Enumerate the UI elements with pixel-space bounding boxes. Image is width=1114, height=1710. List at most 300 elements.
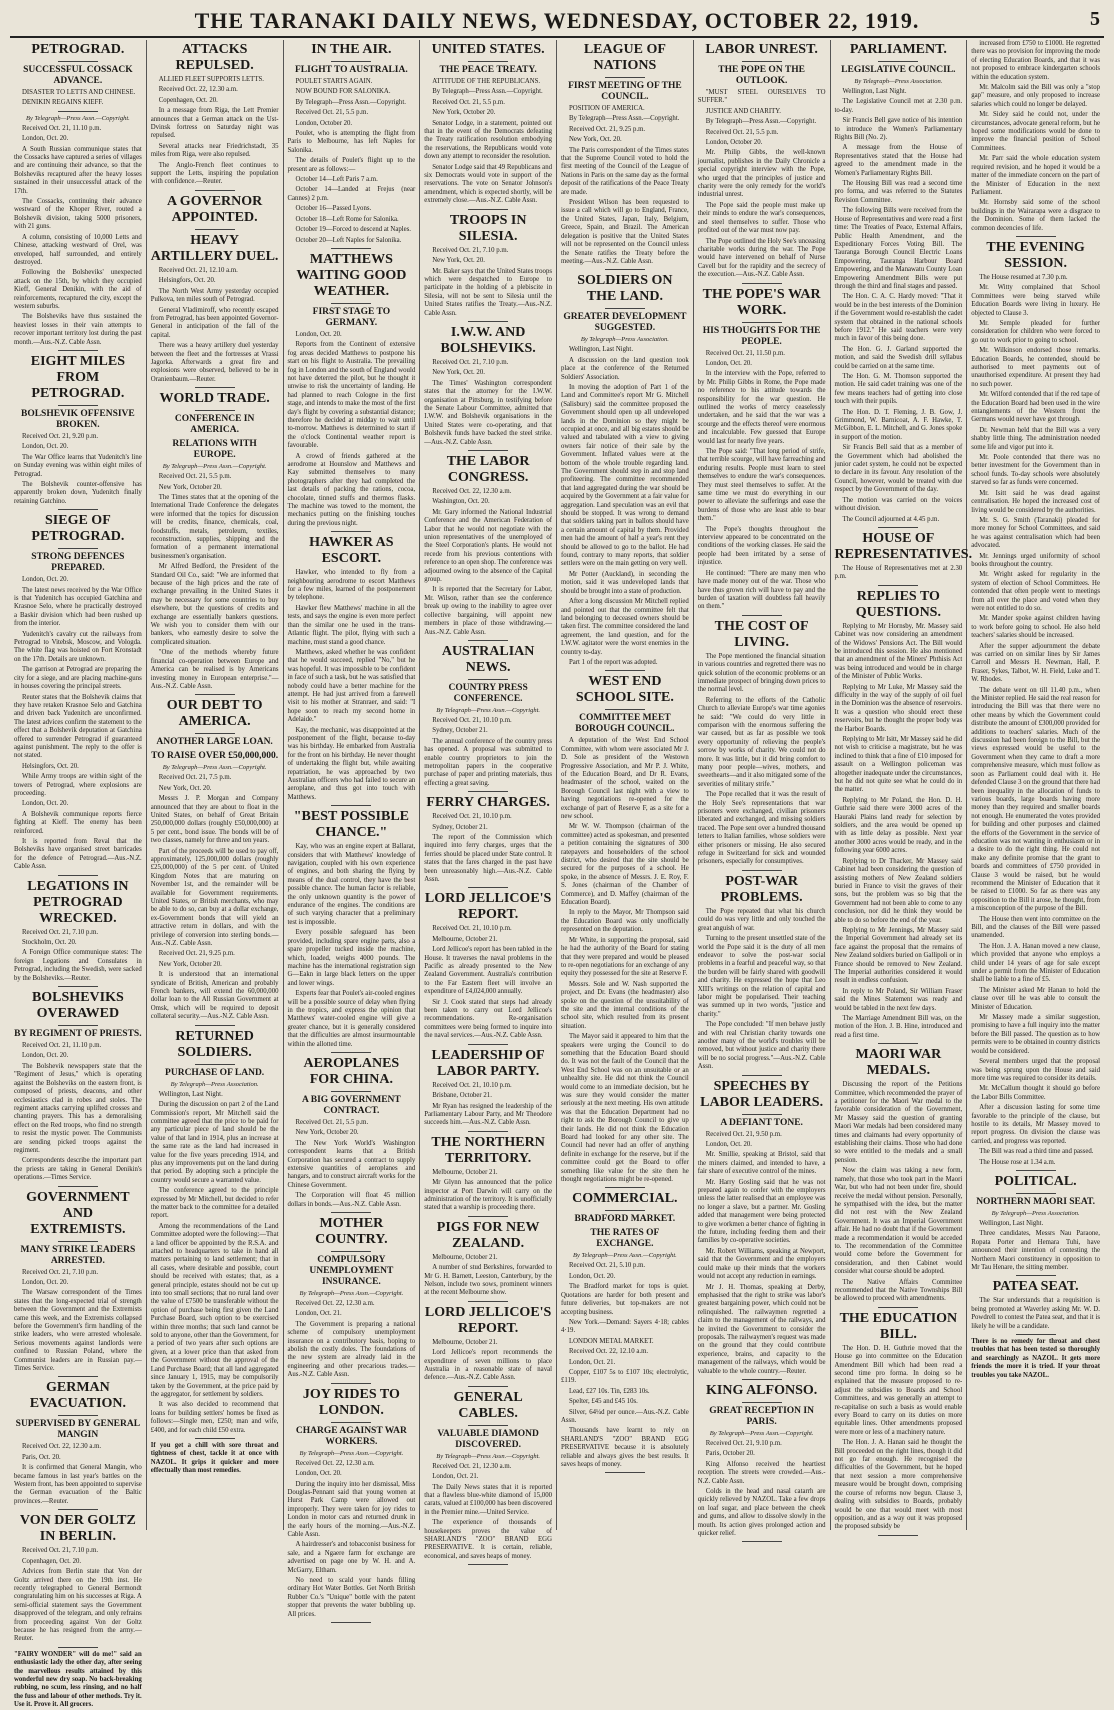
- article-headline: GERMAN EVACUATION.: [29, 1380, 127, 1412]
- article-paragraph: While Army troops are within sight of the towers of Petrograd, where explosions are proceeding.: [14, 773, 142, 797]
- article-paragraph: It is understood that an international syndicate of British, American and probably French bankers, will extend the 60,000,000 dollar loan to the All Russian Government at Omsk, which will be required to deposit collateral security.—Aus.-N.Z. Cable Assn.: [150, 971, 279, 1021]
- article-paragraph: Now the claim was taking a new form, namely, that those who took part in the Maori War, but who had not been under fire, should receive the medal without pension. Personally, he sympathised with the idea, but the matter did not rest with the New Zealand Government. It was an Imperial Government affair. He had no doubt that if the Government made a recommendation it would be acceded to. The recommendation of the Committee would come before the Government for consideration, and then Cabinet would consider what course should be adopted.: [834, 1167, 963, 1276]
- article-paragraph: Every possible safeguard has been provided, including spare engine parts, also a spare propeller tucked inside the machine, which, loaded, weighs 4000 pounds. The machine has the international registration sign G—Eakn in large black letters on the upper and lower wings.: [287, 929, 416, 987]
- article-paragraph: Received Oct. 21, 7.10 p.m.: [22, 1547, 99, 1555]
- article-paragraph: The War Office learns that Yudenitch's line on Sunday evening was within eight miles of Petrograd.: [14, 453, 142, 478]
- article-paragraph: The Anglo-French fleet continues to support the Letts, inspiring the population with confidence.—Reuter.: [150, 161, 279, 186]
- article-paragraph: Replying to Mr Jennings, Mr Massey said the Imperial Government had already set its face against the proposal that the remains of New Zealand soldiers buried on Gallipoli or in France should be removed to New Zealand. The Imperial authorities considered it would result in endless confusion.: [834, 926, 963, 985]
- article-headline: MATTHEWS WAITING GOOD WEATHER.: [296, 251, 407, 299]
- article: [288, 535, 416, 806]
- article-headline: WEST END SCHOOL SITE.: [575, 674, 674, 706]
- article-paragraph: Received Oct. 21, 5.5 p.m.: [295, 109, 369, 117]
- article-paragraph: London, Oct. 20.: [22, 800, 69, 808]
- article-separator: [468, 791, 508, 792]
- article-paragraph: During the inquiry into her dismissal, Miss Douglas-Pennant said that young women at Hurst Park Camp were allowed out improperly. They were taken for joy rides to London in motor cars and returned drunk in the early hours of the morning.—Aus.-N.Z. Cable Assn.: [287, 1480, 416, 1538]
- article-paragraph: Received Oct. 21, 10.10 p.m.: [432, 925, 512, 933]
- article-paragraph: Received Oct. 21, 7.5 p.m.: [158, 774, 232, 782]
- headline-rule: [331, 61, 371, 62]
- article-paragraph: The House resumed at 7.30 p.m.: [979, 273, 1068, 281]
- article-paragraph: The Pope said the people must make up their minds to endure the war's consequences, and steel themselves to suffer. Those who profited out of the war must now pay.: [697, 201, 826, 235]
- headline-rule: [58, 548, 98, 549]
- article-paragraph: DISASTER TO LETTS AND CHINESE.: [22, 89, 136, 96]
- article-paragraph: Melbourne, October 21.: [432, 1338, 498, 1346]
- article: [561, 42, 689, 270]
- article-paragraph: Received Oct. 22, 12.30 a.m.: [158, 86, 238, 94]
- article-dateline: By Telegraph—Press Assn.—Copyright.: [299, 1449, 404, 1457]
- article-headline: ATTACKS REPULSED.: [175, 42, 254, 73]
- article-dateline: By Telegraph—Press Assn.—Copyright.: [25, 114, 130, 122]
- article-paragraph: Stockholm, Oct. 20.: [22, 939, 77, 947]
- article-headline: LORD JELLICOE'S REPORT.: [424, 891, 552, 923]
- article-paragraph: October 14—Landed at Frejus (near Cannes) 2 p.m.: [287, 186, 416, 202]
- article-subheading: BRADFORD MARKET.: [574, 1214, 676, 1225]
- article-headline: LORD JELLICOE'S REPORT.: [424, 1304, 552, 1336]
- article-paragraph: The Bradford market for tops is quiet. Quotations are harder for both present and future deliveries, but top-makers are not accepting business.: [561, 1283, 689, 1316]
- article-paragraph: By Telegraph—Press Assn.—Copyright.: [705, 118, 817, 126]
- article-paragraph: The Native Affairs Committee recommended that the Native Townships Bill be allowed to proceed with amendments.: [834, 1278, 963, 1303]
- article: [288, 252, 416, 532]
- article-headline: AEROPLANES FOR CHINA.: [303, 1055, 400, 1087]
- article-subheading: COUNTRY PRESS CONFERENCE.: [448, 682, 528, 704]
- article-paragraph: In moving the adoption of Part 1 of the Land and Committee's report Mr G. Mitchell (Salisbury) said the committee proposed the Government should open up all undeveloped lands in the Dominion so they might be occupied at once, and all big estates should be valued and tabulated with a view to giving owners fair notice of their sale by the Government. Inflated values were at the bottom of the whole trouble regarding land. The Government should step in and stop land profiteering. The committee recommended that land aggregated during the war should be acquired by the Government at a fair value for aggregation. Land speculation was an evil that should be stopped. It was wrong to demand that soldiers taking part in ballots should have a certain amount of capital by them. Provided men had the amount of half a year's rent they should be allowed to go to the ballot. He had found, contrary to many reports, that soldier settlers were on the main getting on very well.: [561, 383, 689, 568]
- article-separator: [468, 887, 508, 888]
- advertisement: If you get a chill with sore throat and tightness of chest, tackle it at once with NAZOL. It grips it quicker and more effectually than most remedies.: [150, 1441, 279, 1475]
- article-subheading: MANY STRIKE LEADERS ARRESTED.: [20, 1244, 136, 1266]
- article: [14, 115, 142, 351]
- article-paragraph: Reuter states that the Bolshevik claims that they have retaken Krasnoe Selo and Gatchina and driven back Yudenitch are unconfirmed. The latest advices confirm the statement to the effect that a Bolshevik deputation at Gatchina offered to surrender Petrograd if guaranteed against punishment. The reply to the offer is not stated.: [14, 693, 142, 760]
- article-paragraph: Received Oct. 21, 9.50 p.m.: [705, 1130, 782, 1138]
- article: [288, 1216, 416, 1384]
- article-paragraph: October 16—Passed Lyons.: [295, 205, 372, 213]
- article-paragraph: London, Oct. 20.: [295, 1470, 342, 1478]
- headline-rule: [605, 709, 645, 710]
- article-paragraph: Colds in the head and nasal catarrh are quickly relieved by NAZOL. Take a few drops on loaf sugar, and place between the cheek and gums, and allow to dissolve slowly in the mouth. Its action gives prolonged action and quicker relief.: [697, 1488, 826, 1538]
- article: [835, 1311, 963, 1536]
- article-paragraph: Mr. McCallum thought it should go before the Labor Bills Committee.: [971, 1085, 1100, 1101]
- article-paragraph: The Hon. D. H. Guthrie moved that the House go into committee on the Education Amendment Bill which had been read a second time pro forma. In doing so he explained that the measure proposed to re-adjust the subsidies to Boards and School Committees, and was generally an attempt to re-capitalise on such a basis as would enable every Board to carry on its duties on more equitable lines. Other amendments proposed were more or less of a machinery nature.: [834, 1344, 963, 1436]
- article-paragraph: Paris, October 20.: [705, 1450, 755, 1458]
- article-paragraph: Received Oct. 21, 9.20 p.m.: [22, 432, 99, 440]
- article: [424, 1390, 552, 1565]
- article-separator: [878, 1307, 918, 1308]
- article: [14, 879, 142, 987]
- article: [14, 990, 142, 1187]
- article-paragraph: The Bill was read a third time and passed.: [979, 1148, 1094, 1156]
- article-separator: [331, 1383, 371, 1384]
- headline-rule: [195, 1064, 235, 1065]
- article-paragraph: A deputation of the West End School Committee, with whom were associated Mr J. D. Sole as president of the Westown Progressive Association, and Mr P. J. White, of the Education Board, and Dr R. Evans, headmaster of the school, waited on the Borough Council last night with a view to having negotiations re-opened for the exchange of part of Reserve F, as a site for a new school.: [561, 737, 689, 820]
- article-paragraph: The North West Army yesterday occupied Pulkova, ten miles south of Petrograd.: [150, 287, 279, 304]
- article-separator: [468, 1564, 508, 1565]
- article-headline: UNITED STATES.: [431, 42, 545, 57]
- article-paragraph: Several members urged that the proposal was being sprung upon the House and said more time was required to consider its details.: [971, 1058, 1100, 1082]
- article-subheading: THE RATES OF EXCHANGE.: [590, 1228, 660, 1250]
- article-paragraph: The Mayor said it appeared to him that the speakers were urging the Council to do something that the Education Board should do. It was not the fault of the Council that the West End School was on an unsuitable or an unhealthy site. He did not think the Council would come to an immediate decision, but he was sure they would consider the matter seriously at the next meeting. His own attitude was that the Education Department had no right to ask the Borough Council to give up their lands. He did not think the Education Board had looked for any other site. The Council had never had an offer of anything definite in exchange for the reserve, but if the committee could get the Board to offer something like value for the site then he thought negotiations might be re-opened.: [561, 1033, 689, 1184]
- article: [971, 1279, 1100, 1335]
- article: [698, 287, 826, 616]
- article: [151, 698, 279, 1025]
- article-paragraph: The Cossacks, continuing their advance westward of the Khoper River, routed a Bolshevik division, taking 5000 prisoners, with 21 guns.: [14, 198, 142, 231]
- article-paragraph: Received Oct. 21, 7.10 p.m.: [432, 358, 509, 366]
- article: [424, 644, 552, 792]
- column-3: [284, 40, 421, 1618]
- article: [698, 619, 826, 871]
- article-paragraph: The Pope outlined the Holy See's unceasing charitable works during the war. The Pope would have intervened on behalf of Nurse Cavell but for the rapidity and the secrecy of the execution.—Aus.-N.Z. Cable Assn.: [697, 237, 826, 279]
- article-headline: MOTHER COUNTRY.: [315, 1216, 388, 1248]
- article-separator: [58, 1186, 98, 1187]
- article-paragraph: Mr. Wilkinson endorsed those remarks. Education Boards, he contended, should be authorised to meet payments out of unauthorised expenditure. At present they had no such power.: [971, 347, 1100, 388]
- article-paragraph: Mr White, in supporting the proposal, said he had the authority of the Board for stating that they were prepared and would be pleased to re-open negotiations for an exchange of any equity they possessed for the site at Reserve F.: [561, 936, 689, 978]
- article: [151, 233, 279, 388]
- article-paragraph: Received Oct. 21, 9.10 p.m.: [705, 1439, 782, 1447]
- article-separator: [468, 209, 508, 210]
- article-subheading: STRONG DEFENCES PREPARED.: [31, 552, 125, 574]
- article-separator: [331, 531, 371, 532]
- advertisement: There is no remedy for throat and chest troubles that has been tested so thoroughly and searchingly as NAZOL. It gets more friends the more it is tried. If your throat troubles you take NAZOL.: [971, 1338, 1100, 1379]
- article-paragraph: President Wilson has been requested to issue a call which will go to England, France, the United States, Japan, Italy, Belgium, Greece, Spain, and Brazil. The American delegation is positive that the United States will not be represented on the Council unless the Senate ratifies the Treaty before the meeting.—Aus.-N.Z. Cable Assn.: [561, 199, 689, 265]
- article-paragraph: New York.—Demand: Sayers 4·18; cables 4·19.: [561, 1318, 689, 1335]
- article-headline: PETROGRAD.: [31, 42, 125, 57]
- column-7: [831, 40, 973, 1531]
- article-headline: THE EDUCATION BILL.: [839, 1310, 958, 1342]
- article-separator: [195, 1438, 235, 1439]
- article: [151, 391, 279, 695]
- article-paragraph: The Government is preparing a national scheme of compulsory unemployment insurance on a contributory basis, hoping to abolish the costly doles. The foundations of the new system are already laid in the engineering and other precarious trades.—Aus.-N.Z. Cable Assn.: [287, 1320, 416, 1379]
- column-6: [694, 40, 831, 1538]
- article-paragraph: He continued: "There are many men who have made money out of the war. Those who have thus grown rich will have to pay and the burden of taxation will doubtless fall heavily on them.": [697, 569, 826, 611]
- article-paragraph: The Times states that at the opening of the International Trade Conference the delegates were informed that the topics for discussion will be credits, finance, chemicals, coal, foodstuffs, metals, petroleum, textiles, reconstruction, supplies, shipping and the formation of a permanent international businessmen's organisation.: [150, 493, 279, 560]
- article-headline: HEAVY ARTILLERY DUEL.: [150, 232, 279, 264]
- article-separator: [58, 986, 98, 987]
- article-paragraph: The Pope recalled that it was the result of the Holy See's representations that war prisoners were exchanged, civilian prisoners liberated and exchanged, and missing soldiers traced. The Pope sent over a hundred thousand letters to Italian families, whose soldiers were either prisoners or missing. He also secured refuge in Switzerland for sick and wounded prisoners, especially for consumptives.: [697, 791, 826, 866]
- article-separator: [1016, 1334, 1056, 1335]
- article-subheading: A BIG GOVERNMENT CONTRACT.: [302, 1094, 401, 1116]
- article-paragraph: Experts fear that Poulet's air-cooled engines will be a possible source of delay when flying in the tropics, and express the opinion that Matthews' water-cooled engine will give a greater chance, but it is generally considered that the difficulties are almost insurmountable within the allotted time.: [287, 990, 416, 1048]
- article-paragraph: London, Oct. 20.: [295, 330, 342, 338]
- article-paragraph: Replying to Mr Luke, Mr Massey said the difficulty in the way of the supply of oil fuel in the Dominion was the absence of reservoirs. It was a question who should erect these reservoirs, but he thought the proper body was the Harbor Boards.: [834, 683, 963, 733]
- article-paragraph: After a long discussion Mr Mitchell replied and pointed out that the committee felt that land belonging to deceased owners should be taken first. The committee considered the land agreement, the land question, and for the I.W.W. agitator were the worst enemies in the country to-day.: [561, 598, 689, 656]
- article-paragraph: New York, Oct. 20.: [158, 784, 212, 792]
- article-paragraph: Received Oct. 22, 12.30 a.m.: [432, 488, 512, 495]
- article-paragraph: Mr Potter (Auckland), in seconding the motion, said it was undeveloped lands that should be brought into a state of production.: [561, 570, 689, 595]
- article-subheading: ANOTHER LARGE LOAN.: [156, 737, 273, 748]
- article-headline: SIEGE OF PETROGRAD.: [31, 513, 125, 545]
- article-paragraph: "MUST STEEL OURSELVES TO SUFFER.": [697, 89, 826, 105]
- headline-rule: [742, 61, 782, 62]
- article: [424, 42, 552, 210]
- article-separator: [742, 1075, 782, 1076]
- article-paragraph: NOW BOUND FOR SALONIKA.: [295, 88, 391, 96]
- article: [561, 1191, 689, 1473]
- headline-rule: [742, 1402, 782, 1403]
- article-separator: [878, 527, 918, 528]
- article-subheading: HIS THOUGHTS FOR THE PEOPLE.: [702, 325, 821, 347]
- article-paragraph: King Alfonso received the heartiest reception. The streets were crowded.—Aus.-N.Z. Cable Assn.: [697, 1460, 826, 1485]
- article-paragraph: By Telegraph—Press Assn.—Copyright.: [295, 98, 406, 106]
- article-paragraph: ATTITUDE OF THE REPUBLICANS.: [432, 78, 541, 85]
- article: [698, 1383, 826, 1542]
- article-paragraph: Brisbane, October 21.: [432, 1092, 492, 1100]
- article: [971, 1174, 1100, 1276]
- article-paragraph: London, Oct. 20.: [22, 1052, 69, 1060]
- article-paragraph: Sydney, October 21.: [432, 823, 488, 831]
- article-subheading: FIRST STAGE TO GERMANY.: [312, 306, 391, 328]
- article-paragraph: Senator Lodge, in a statement, pointed out that in the event of the Democrats defeating the Treaty ratification resolution embodying the reservations, the Republicans would vote down any attempt to reconsider the resolution.: [424, 119, 552, 161]
- article-headline: FERRY CHARGES.: [426, 795, 550, 811]
- article: [14, 1190, 142, 1378]
- article-paragraph: The House then went into committee on the Bill, and the clauses of the Bill were passed unamended.: [971, 915, 1100, 940]
- article-dateline: By Telegraph—Press Association.: [991, 1209, 1080, 1217]
- article: [698, 1079, 826, 1380]
- article-paragraph: No need to scald your hands filling ordinary Hot Water Bottles. Get North British Rubber Co.'s "Unique" bottle with the patent stopper that prevents the water bubbling up. All prices.: [287, 1576, 416, 1618]
- article-separator: [331, 248, 371, 249]
- article: [424, 1305, 552, 1387]
- article: [288, 1056, 416, 1213]
- headline-rule: [468, 1425, 508, 1426]
- article-subheading: NORTHERN MAORI SEAT.: [976, 1196, 1096, 1207]
- article-separator: [1016, 1170, 1056, 1171]
- article-paragraph: A number of stud Berkshires, forwarded to Mr G. H. Barnett, Leeston, Canterbury, by the Nelson, include two sows, prominent winners at the recent Melbourne show.: [424, 1264, 552, 1297]
- article-headline: PIGS FOR NEW ZEALAND.: [436, 1219, 540, 1251]
- article-paragraph: October 14—Left Paris 7 a.m.: [295, 176, 378, 184]
- article-headline: JOY RIDES TO LONDON.: [302, 1386, 400, 1418]
- article-paragraph: Received Oct. 21, 9.25 p.m.: [569, 125, 646, 133]
- article-dateline: By Telegraph—Press Association.: [170, 1080, 259, 1088]
- article-paragraph: Received Oct. 21, 5.5 p.m.: [295, 1118, 369, 1126]
- article-paragraph: Mr Alfred Bedford, the President of the Standard Oil Co., said: "We are informed that because of the high prices and the rate of exchange prevailing in the United States it may be necessary for some countries to buy elsewhere, but the questions of credits and exchange are essentially bankers questions. We wish you to consider them with our bankers, who earnestly desire to solve the complicated situation.: [150, 563, 279, 646]
- article-paragraph: During the discussion on part 2 of the Land Commission's report, Mr Mitchell said the committee agreed that the price to be paid for any particular piece of land should be the value of that land in 1914, plus an increase at the same rate as the land had increased in value for the five years preceding 1914, and plus any improvements put on the land during that period. By adopting such a principle the country would secure a warranted value.: [150, 1101, 279, 1184]
- article-paragraph: Mr. Semple pleaded for further consideration for children who were forced to go out to work prior to going to school.: [971, 319, 1100, 344]
- article-paragraph: Melbourne, October 21.: [432, 935, 498, 943]
- article-paragraph: After the supper adjournment the debate was carried on on similar lines by Sir James Carroll and Messrs H. Newman, Hall, P. Fraser, Sykes, Talbot, W. H. Field, Luke and T. W. Rhodes.: [971, 642, 1100, 684]
- article-paragraph: Received Oct. 21, 10.10 p.m.: [432, 1081, 512, 1089]
- article-subheading: RELATIONS WITH EUROPE.: [172, 439, 257, 461]
- article-paragraph: The debate went on till 11.40 p.m., when the Minister replied. He said the real reason for introducing the Bill was that there were no other means by which the Government could distribute the amount of £300,000 provided for additions to teachers' salaries. Much of the discussion had been foreign to the Bill, but the views expressed would be useful to the Government when they came to draft a more comprehensive measure, which must follow as soon as Parliament could deal with it. He defended Clause 3 on the ground that there had been inequality in the allocation of funds to various boards, large boards having more money than they required and smaller boards not enough. He enumerated the votes provided for building and other purposes and claimed the efforts of the Government in the service of education was not wanting in enthusiasm or in a desire to do the right thing. He could not make any definite promise that the grant to boards and committees of £750 provided in Clause 3 would be raised, but he would recommend the Minister of Education that it be raised to £1000. So far as there was any opposition to the Bill it arose, he thought, from a misconception of the purpose of the Bill.: [971, 686, 1100, 913]
- headline-rule: [468, 61, 508, 62]
- article-paragraph: London, Oct. 21.: [295, 1310, 342, 1318]
- article-paragraph: Wellington, Last Night.: [158, 1090, 223, 1098]
- article-paragraph: Wellington, Last Night.: [842, 88, 907, 95]
- article-separator: [1016, 1275, 1056, 1276]
- article-separator: [742, 283, 782, 284]
- article-paragraph: It is reported that the Secretary for Labor, Mr. Wilson, rather than see the conference break up owing to the inability to agree over collective bargaining, will appoint new members in place of those withdrawing.—Aus.-N.Z. Cable Assn.: [424, 586, 552, 636]
- article-separator: [468, 321, 508, 322]
- article-headline: RETURNED SOLDIERS.: [175, 1028, 254, 1060]
- article-paragraph: Mr. Parr said the whole education system required revision, and he hoped it would be a matter of the immediate concern on the part of the Minister of Education in the next Parliament.: [971, 155, 1100, 196]
- article-headline: KING ALFONSO.: [706, 1382, 818, 1398]
- article-paragraph: Mr. Robert Williams, speaking at Newport, said that the Government and the employers could make up their minds that the workers would not accept any reduction in earnings.: [697, 1247, 826, 1281]
- article-paragraph: Sydney, October 21.: [432, 727, 488, 735]
- article: [14, 354, 142, 510]
- article-paragraph: By Telegraph—Press Assn.—Copyright.: [432, 88, 543, 96]
- article-separator: [878, 585, 918, 586]
- article-paragraph: Three candidates, Messrs Nau Paraone, Ropata Porter and Hemara Tuhi, have announced their intention of contesting the Northern Maori constituency in opposition to Mr Tau Henare, the sitting member.: [971, 1230, 1100, 1271]
- article-paragraph: New York, Oct. 20.: [569, 136, 622, 144]
- article-paragraph: Received Oct. 22, 12.10 a.m.: [569, 1348, 649, 1356]
- article-paragraph: Received Oct. 22, 12.30 a.m.: [295, 1300, 375, 1308]
- article-paragraph: London, Oct. 20.: [569, 1272, 616, 1280]
- article-headline: VON DER GOLTZ IN BERLIN.: [19, 1513, 136, 1545]
- article-paragraph: London, Oct. 20.: [705, 359, 753, 367]
- article-paragraph: October 18—Left Rome for Salonika.: [295, 215, 399, 223]
- article-separator: [195, 1025, 235, 1026]
- article-headline: THE COST OF LIVING.: [714, 618, 809, 650]
- article-paragraph: In reply to Mr Poland, Sir William Fraser said the Mines Statement was ready and would be tabled in the next few days.: [834, 987, 963, 1012]
- article-separator: [468, 1216, 508, 1217]
- article-paragraph: Messrs J. P. Morgan and Company announced that they are about to float in the United States, on behalf of Great Britain 250,000,000 dollars (roughly £50,000,000) at 5 per cent., bond issue. The bonds will be of two classes, namely for three and ten years.: [150, 795, 279, 845]
- article-paragraph: Received Oct. 21, 5.5 p.m.: [158, 473, 232, 481]
- article-paragraph: After a discussion lasting for some time favorable to the principle of the clause, but hostile to its details, Mr Massey moved to report progress. On division the clause was carried, and progress was reported.: [971, 1104, 1100, 1145]
- article-paragraph: The Corporation will float 45 million dollars in bonds.—Aus.-N.Z. Cable Assn.: [287, 1192, 416, 1208]
- article-paragraph: The Pope concluded: "If men behave justly and with real Christian charity towards one another many of the world's troubles will be removed, but without justice and charity there will be no social progress."—Aus.-N.Z. Cable Assn.: [697, 1021, 826, 1071]
- article-paragraph: Replying to Mr Isitt, Mr Massey said he did not wish to criticise a magistrate, but he was inclined to think that a fine of £10 imposed for assault on a Wellington policeman was altogether inadequate under the circumstances, but he did not quite see what he could do in the matter.: [834, 736, 963, 794]
- article: [288, 1387, 416, 1623]
- article-headline: SPEECHES BY LABOR LEADERS.: [700, 1078, 824, 1110]
- article-paragraph: The House rose at 1.34 a.m.: [979, 1158, 1056, 1166]
- headline-rule: [331, 1422, 371, 1423]
- article-paragraph: Helsingfors, Oct. 20.: [22, 762, 79, 770]
- article-headline: WORLD TRADE.: [159, 391, 270, 407]
- article-paragraph: POSITION OF AMERICA.: [569, 105, 645, 112]
- article-paragraph: Copper, £107 5s to £107 10s; electrolytic, £119.: [561, 1368, 689, 1385]
- article-paragraph: Mr. Jennings urged uniformity of school books throughout the country.: [971, 552, 1100, 568]
- article-paragraph: Mr. S. G. Smith (Taranaki) pleaded for more money for School Committees, and said he was against centralisation which had been advocated.: [971, 516, 1100, 550]
- masthead-title: THE TARANAKI DAILY NEWS, WEDNESDAY, OCTOBER 22, 1919.: [194, 8, 920, 33]
- article-paragraph: Mr. Smillie, speaking at Bristol, said that the miners claimed, and intended to have, a fair share of executive control of the mines.: [697, 1151, 826, 1176]
- article: [424, 891, 552, 1044]
- headline-rule: [468, 679, 508, 680]
- advertisement: "FAIRY WONDER" will do me!" said an enthusiastic lady the other day, after seeing the marvellous results attained by this wonderful new dry soap. No back-breaking rubbing, no scum, less rinsing, and no half the fuss and labour of other methods. Try it. Use it. Prove it. All grocers.: [14, 1650, 142, 1709]
- article-separator: [331, 1622, 371, 1623]
- article-paragraph: Received Oct. 21, 5.5 p.m.: [705, 128, 779, 136]
- article-paragraph: The Council adjourned at 4.45 p.m.: [842, 515, 940, 523]
- article-paragraph: The Hon. C. A. C. Hardy moved: "That it would be in the best interests of the Dominion if the Government would re-establish the cadet system that obtained in the national schools before 1912." He said teachers were very much in favor of this being done.: [834, 293, 963, 343]
- article-paragraph: Hawker, who intended to fly from a neighbouring aerodrome to escort Matthews for a few miles, learned of the postponement by telephone.: [287, 569, 416, 602]
- article-separator: [58, 111, 98, 112]
- article-separator: [742, 870, 782, 871]
- article-paragraph: POULET STARTS AGAIN.: [295, 78, 373, 85]
- headline-rule: [58, 61, 98, 62]
- article-paragraph: The Bolshevik counter-offensive has apparently broken down, Yudenitch finally retaining Gatchino.: [14, 481, 142, 505]
- article-paragraph: The Legislative Council met at 2.30 p.m. to-day.: [834, 98, 963, 114]
- article: [424, 795, 552, 888]
- article: [971, 40, 1100, 237]
- article-dateline: By Telegraph—Press Assn.—Copyright.: [436, 706, 540, 714]
- article-subheading: SUPERVISED BY GENERAL MANGIN: [15, 1419, 141, 1441]
- headline-rule: [58, 1241, 98, 1242]
- article-paragraph: A Bolshevik communique reports fierce fighting at Kieff. The enemy has been reinforced.: [14, 810, 142, 835]
- newspaper-columns: [10, 40, 1104, 1709]
- article: [561, 674, 689, 1188]
- article-paragraph: Received Oct. 21, 7.10 p.m.: [22, 1268, 99, 1276]
- headline-rule: [878, 61, 918, 62]
- article-paragraph: The latest news received by the War Office is that Yudenitch has occupied Gatchina and Krasnoe Selo, where he practically destroyed a Baskir division which had been rushed up from the interior.: [14, 586, 142, 628]
- article-paragraph: It was also decided to recommend that loans for building settlers' homes be fixed as follows:—Single men, £250; man and wife, £400, and for each child £50 extra.: [150, 1401, 279, 1434]
- article-paragraph: London, October 20.: [705, 139, 763, 147]
- article-paragraph: Mr Glynn has announced that the police inspector at Port Darwin will carry on the administration of the territory. It is unofficially stated that a warship is proceeding there.: [424, 1179, 552, 1212]
- article-separator: [605, 670, 645, 671]
- article: [424, 1048, 552, 1132]
- article: [835, 42, 963, 528]
- article-separator: [878, 1535, 918, 1536]
- article-paragraph: Mr J. H. Thomas, speaking at Derby, emphasised that the right to strike was labor's greatest bargaining power, which could not be relinquished. The railwaymen regretted a claim to the management of the railways, and he invited the Government to consider the proposals. The railwaymen's request was made on the ground that they could contribute experience, brains, and capacity to the management of the railways, which would be valuable to the whole country.—Reuter.: [697, 1283, 826, 1375]
- article-paragraph: Turning to the present unsettled state of the world the Pope said it is the duty of all men endeavor to solve the post-war social problems in a fearful and peaceful way, so that the burden will be fairly shared with goodwill and charity. He expressed the hope that Leo XIII's writings on the relation of capital and labor might be popularised. Their teaching was summed up in two words, "justice and charity.": [697, 935, 826, 1018]
- article-paragraph: Sir Francis Bell said that as a member of the Government which had abolished the junior cadet system, he could not be expected to declare in its favour. Any resolution of the Council, however, would be treated with due respect by the Government of the day.: [834, 444, 963, 494]
- article-paragraph: Reports from the Continent of extensive fog areas decided Matthews to postpone his start on his flight to Australia. The prevailing fog in London and the south of England would not have deterred the pilot, but he thought it unwise to risk the uncertainty of landing. He had planned to reach Cologne in the first stage, and intends to make the most of the first day's flight by covering a substantial distance; therefore he decided at midday to wait until to-morrow. Matthews is determined to start if the o'clock Continental weather report is favourable.: [287, 341, 416, 450]
- article-paragraph: London, Oct. 20.: [22, 576, 69, 584]
- article-paragraph: October 19—Forced to descend at Naples.: [295, 226, 412, 234]
- article: [424, 1220, 552, 1302]
- article-paragraph: DENIKIN REGAINS KIEFF.: [22, 99, 104, 107]
- article-paragraph: Mr Massey made a similar suggestion, promising to have a full inquiry into the matter before the Bill passed. The question as to how permits were to be obtained in country districts would be considered.: [971, 1014, 1100, 1055]
- article-paragraph: Wellington, Last Night.: [979, 1219, 1044, 1227]
- article-paragraph: Replying to Mr Poland, the Hon. D. H. Guthrie said there were 3000 acres of the Hauraki Plains land ready for selection by soldiers, and the area would be opened up with as little delay as possible. Next year another 3000 acres would be ready, and in the following year 6000 acres.: [834, 796, 963, 855]
- article-separator: [742, 615, 782, 616]
- article-paragraph: In reply to the Mayor, Mr Thompson said the Education Board was only unofficially represented on the deputation.: [561, 909, 689, 934]
- article-subheading: LEGISLATIVE COUNCIL.: [841, 65, 956, 75]
- article-paragraph: Received Oct. 21, 7.10 p.m.: [22, 928, 99, 936]
- article-paragraph: New York, October 20.: [158, 483, 222, 491]
- article-subheading: VALUABLE DIAMOND DISCOVERED.: [437, 1428, 539, 1450]
- article-dateline: By Telegraph—Press Assn.—Copyright.: [162, 463, 267, 471]
- article-paragraph: Melbourne, October 21.: [432, 1168, 498, 1176]
- article-headline: LEAGUE OF NATIONS: [583, 42, 666, 73]
- article: [14, 1513, 142, 1647]
- article-separator: [331, 1212, 371, 1213]
- article-separator: [605, 1472, 645, 1473]
- headline-rule: [58, 405, 98, 406]
- article-subheading: BY REGIMENT OF PRIESTS.: [14, 1029, 142, 1040]
- article-paragraph: The Pope repeated that what his church could do was very little and only touched the great anguish of war.: [697, 907, 826, 932]
- article-paragraph: London, Oct. 20.: [22, 443, 69, 451]
- article-paragraph: Hawker flew Matthews' machine in all the tests, and says the engine is even more perfect than the similar one he used in the trans-Atlantic flight. The pilot, flying with such a machine, must stand a good chance.: [287, 604, 416, 646]
- article-paragraph: The motion was carried on the voices without division.: [834, 496, 963, 513]
- article-separator: [742, 1541, 782, 1542]
- article-paragraph: Mr. Poole contended that there was no better investment for the Government than in school funds. To-day schools were absolutely starved so far as funds were concerned.: [971, 454, 1100, 487]
- headline-rule: [195, 733, 235, 734]
- article-headline: COMMERCIAL.: [572, 1191, 678, 1207]
- article-headline: A GOVERNOR APPOINTED.: [166, 193, 263, 225]
- article-headline: GENERAL CABLES.: [453, 1389, 523, 1421]
- article-headline: BOLSHEVIKS OVERAWED: [31, 990, 124, 1022]
- article-paragraph: Referring to the efforts of the Catholic Church to alleviate Europe's war time agonies he said: "We could do very little in comparison with the enormous suffering the war caused, but as far as possible we took every opportunity of relieving the people's sorrow by works of charity. We could not do more. It was little, but it did bring comfort to many poor people—wives, mothers, and sweethearts—and it also mitigated some of the severities of military strife.": [697, 696, 826, 788]
- article-paragraph: General Vladimiroff, who recently escaped from Petrograd, has been appointed Governor-General in anticipation of the fall of the capital.: [150, 306, 279, 339]
- article-headline: THE EVENING SESSION.: [986, 239, 1085, 271]
- article-paragraph: The Warsaw correspondent of the Times states that the long-expected trial of strength between the Government and the Extremists came this week, and the Extremists collapsed before the Government's firm handling of the strike leaders, who were arrested wholesale. Serious movements against landlords were confined to Russian Poland, where the Communist leaders are in Russian pay.—Times Service.: [14, 1289, 142, 1373]
- article-headline: POLITICAL.: [994, 1173, 1077, 1189]
- article-dateline: By Telegraph—Press Assn.—Copyright.: [572, 1252, 677, 1260]
- article-separator: [468, 1131, 508, 1132]
- article-subheading: A DEFIANT TONE.: [720, 1117, 803, 1128]
- article: [151, 42, 279, 191]
- article-paragraph: New York, October 20.: [158, 960, 222, 968]
- article-paragraph: increased from £750 to £1000. He regretted there was no provision for improving the mode of electing Education Boards, and that it was not proposed to embrace kindergarten schools within the education system.: [971, 40, 1100, 81]
- column-4: [420, 40, 557, 1560]
- article-paragraph: The Star understands that a requisition is being promoted at Waverley asking Mr. W. D. Powdrell to contest the Patea seat, and that it is likely he will be a candidate.: [971, 1297, 1100, 1330]
- article-separator: [195, 387, 235, 388]
- article-paragraph: Received Oct. 21, 11.50 p.m.: [705, 349, 785, 357]
- article-paragraph: Among the recommendations of the Land Committee adopted were the following:—That a land officer be appointed by the R.S.A. and attached to headquarters to take in hand all matters pertaining to land settlement; that in all cases, where desirable and possible, court should be received with estates; that, as a general principle, estates should not be cut up into too small sections; that no rural land over the value of £7500 be transferable without the option of purchase being first given the Land Purchase Board, such option to be exercised within three months; that such land cannot be sold to anyone, other than the Government, for a period of two years after such options are given, at a lower price than that asked from the Government without the approval of the Land Purchase Board; that all land aggregated since January 1, 1915, may be compulsorily taken by the Government, at the price paid by the aggregator, for settlement by soldiers.: [150, 1222, 279, 1398]
- article-headline: THE LABOR CONGRESS.: [446, 454, 530, 485]
- article-dateline: By Telegraph—Press Assn.—Copyright.: [162, 764, 267, 772]
- article-subheading: THE PEACE TREATY.: [439, 65, 537, 75]
- article-separator: [331, 1052, 371, 1053]
- article: [288, 809, 416, 1053]
- article: [424, 325, 552, 451]
- article-paragraph: New York, Oct. 20.: [432, 257, 485, 265]
- article-paragraph: A Foreign Office communique states: The foreign Legations and Consulates in Petrograd, including the Swedish, were sacked by the Bolsheviks.—Reuter.: [14, 949, 142, 982]
- article: [835, 1047, 963, 1308]
